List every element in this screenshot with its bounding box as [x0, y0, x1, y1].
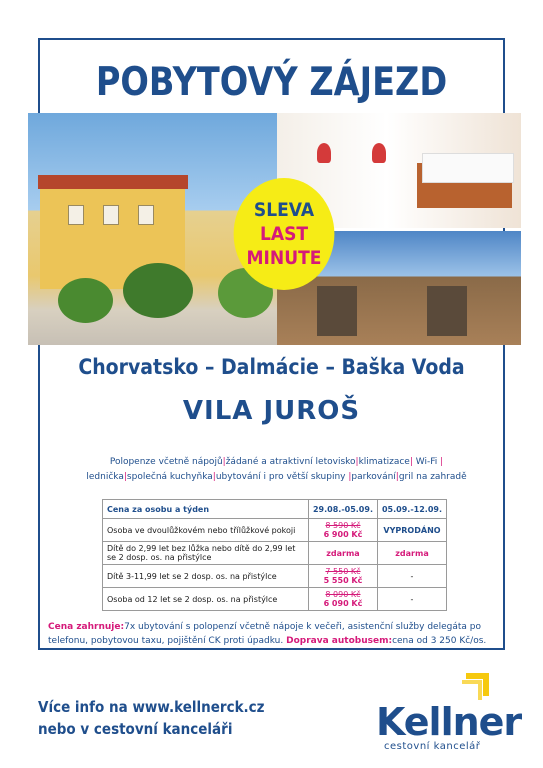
roof	[38, 175, 188, 189]
price-table	[102, 499, 447, 611]
old-price: 7 550 Kč	[325, 567, 361, 576]
row-label: Dítě do 2,99 let bez lůžka nebo dítě do 2,99 let se 2 dosp. os. na přistýlce	[103, 542, 309, 565]
amenity: žádané a atraktivní letovisko	[225, 457, 356, 467]
table-header-row	[103, 500, 447, 519]
window	[68, 205, 84, 225]
amenity: gril na zahradě	[398, 472, 467, 482]
hotel-name: VILA JUROŠ	[182, 396, 361, 426]
price-includes-note	[48, 620, 493, 648]
note-label: Cena zahrnuje:	[48, 622, 125, 632]
logo-wordmark: Kellner	[376, 700, 522, 744]
row-label: Osoba od 12 let se 2 dosp. os. na přistýlce	[103, 588, 309, 611]
new-price: 6 090 Kč	[323, 599, 363, 608]
transport-text: cena od 3 250 Kč/os.	[392, 636, 487, 646]
amenity: Wi-Fi	[415, 457, 438, 467]
window	[103, 205, 119, 225]
chair	[317, 286, 357, 336]
badge-line-3: MINUTE	[246, 247, 322, 269]
price-cell	[308, 588, 377, 611]
window	[138, 205, 154, 225]
badge-line-1: SLEVA	[253, 199, 315, 221]
chair	[427, 286, 467, 336]
note-text: 7x ubytování s polopenzí včetně nápoje k večeři, asistenční služby delegáta po telefonu, pobytovou taxu, pojištění CK proti úpadku.	[48, 622, 481, 646]
header-term-2: 05.09.-12.09.	[377, 500, 446, 519]
table-row	[103, 542, 447, 565]
tree	[123, 263, 193, 318]
contact-info	[38, 696, 265, 740]
lamp	[372, 143, 386, 163]
amenity: ubytování i pro větší skupiny	[215, 472, 346, 482]
table-row	[103, 588, 447, 611]
agency-line: nebo v cestovní kanceláři	[38, 720, 233, 738]
logo-subtitle: cestovní kancelář	[384, 741, 481, 752]
price-cell: zdarma	[377, 542, 446, 565]
destination-route: Chorvatsko – Dalmácie – Baška Voda	[78, 355, 465, 379]
price-cell	[308, 519, 377, 542]
amenity: lednička	[86, 472, 124, 482]
bed-sheet	[422, 153, 514, 183]
table-row	[103, 519, 447, 542]
amenities-list: Polopenze včetně nápojů|žádané a atraktivní letovisko|klimatizace| Wi-Fi | lednička|společná kuchyňka|ubytování i pro větší skupiny |parkování|gril na zahradě	[86, 457, 467, 482]
table-row	[103, 565, 447, 588]
transport-label: Doprava autobusem:	[286, 636, 393, 646]
amenity: včetně nápojů	[158, 457, 223, 467]
price-cell: -	[377, 588, 446, 611]
amenity: parkování	[351, 472, 396, 482]
sold-out-cell: VYPRODÁNO	[377, 519, 446, 542]
amenity: klimatizace	[358, 457, 410, 467]
price-cell	[308, 565, 377, 588]
new-price: 5 550 Kč	[323, 576, 363, 585]
website-line[interactable]: Více info na www.kellnerck.cz	[38, 698, 265, 716]
price-cell: zdarma	[308, 542, 377, 565]
lamp	[317, 143, 331, 163]
old-price: 8 590 Kč	[325, 521, 361, 530]
row-label: Dítě 3-11,99 let se 2 dosp. os. na přistýlce	[103, 565, 309, 588]
amenity: Polopenze	[109, 457, 156, 467]
new-price: 6 900 Kč	[323, 530, 363, 539]
flyer-frame	[38, 38, 505, 650]
amenity: společná kuchyňka	[126, 472, 213, 482]
old-price: 8 090 Kč	[325, 590, 361, 599]
page-title: POBYTOVÝ ZÁJEZD	[95, 60, 448, 105]
badge-line-2: LAST	[259, 223, 309, 245]
tree	[58, 278, 113, 323]
price-cell: -	[377, 565, 446, 588]
row-label: Osoba ve dvoulůžkovém nebo třílůžkové pokoji	[103, 519, 309, 542]
header-term-1: 29.08.-05.09.	[308, 500, 377, 519]
header-label: Cena za osobu a týden	[103, 500, 309, 519]
last-minute-badge	[234, 178, 335, 290]
